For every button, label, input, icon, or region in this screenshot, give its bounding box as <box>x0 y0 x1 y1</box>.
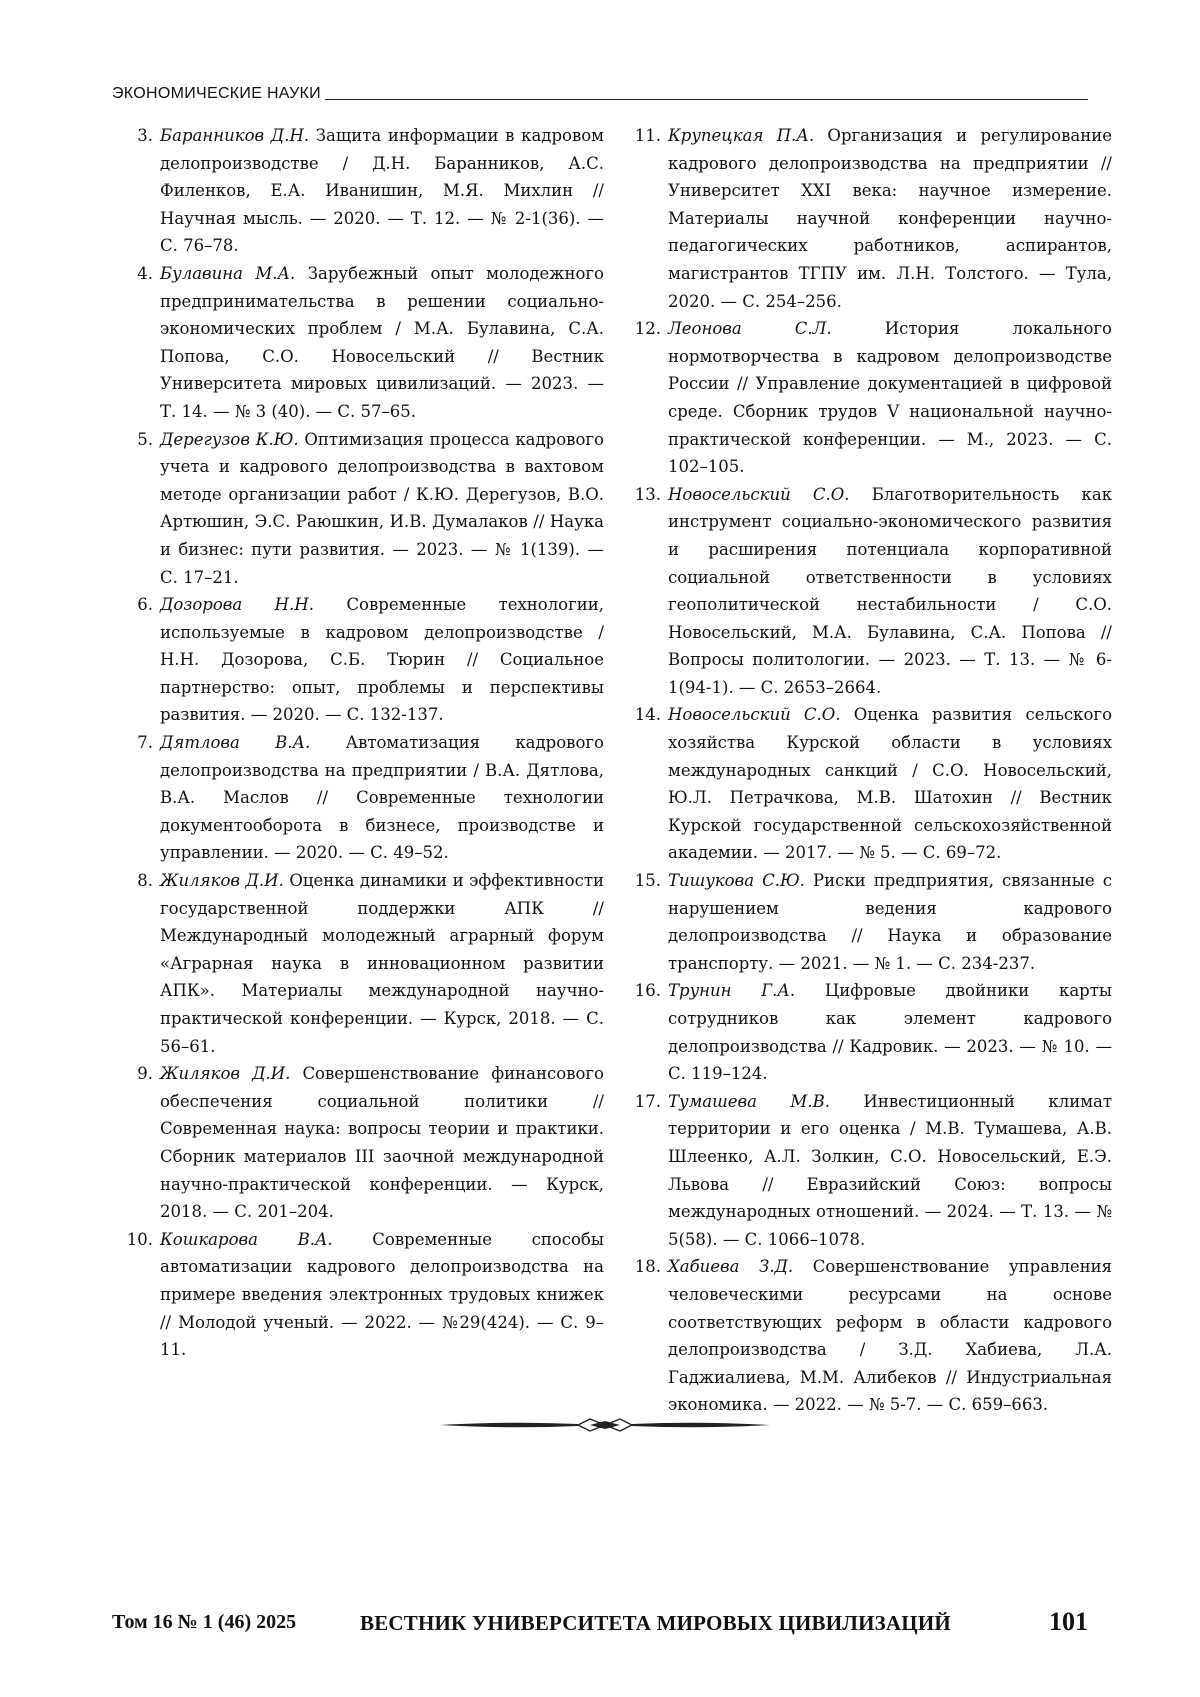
reference-body: Современные способы автоматизации кадрового делопроизводства на примере введения электронных трудовых книжек // Молодой ученый. — 2022. — №29(424). — С. 9–11. <box>160 1229 604 1360</box>
reference-author: Крупецкая П.А. <box>668 126 815 145</box>
reference-item <box>124 1060 604 1226</box>
reference-number: 15. <box>634 871 661 891</box>
reference-item <box>124 867 604 1060</box>
reference-text <box>160 1226 604 1364</box>
reference-item <box>632 122 1112 315</box>
reference-text <box>668 1088 1112 1254</box>
reference-text <box>668 122 1112 315</box>
reference-author: Леонова С.Л. <box>668 319 832 339</box>
issue-info: Том 16 № 1 (46) 2025 <box>112 1611 297 1633</box>
reference-item <box>124 122 604 260</box>
journal-title: ВЕСТНИК УНИВЕРСИТЕТА МИРОВЫХ ЦИВИЛИЗАЦИЙ <box>360 1611 951 1635</box>
reference-body: Оценка динамики и эффективности государственной поддержки АПК // Международный молодежный аграрный форум «Аграрная наука в инновационном развитии АПК». Материалы международной научно-практической конференции. — Курск, 2018. — С. 56–61. <box>160 871 604 1056</box>
reference-body: Риски предприятия, связанные с нарушением ведения кадрового делопроизводства // Наука и образование транспорту. — 2021. — № 1. — С. 234-237. <box>668 871 1112 973</box>
page-footer <box>112 1607 1088 1637</box>
reference-number: 3. <box>137 126 153 145</box>
reference-item <box>632 867 1112 977</box>
reference-item <box>632 1088 1112 1254</box>
reference-body: Автоматизация кадрового делопроизводства на предприятии / В.А. Дятлова, В.А. Маслов // Современные технологии документооборота в бизнесе, производстве и управлении. — 2020. — С. 49–52. <box>160 733 604 863</box>
reference-author: Жиляков Д.И. <box>160 1064 291 1084</box>
reference-text <box>668 701 1112 867</box>
reference-body: Цифровые двойники карты сотрудников как элемент кадрового делопроизводства // Кадровик. — 2023. — № 10. — С. 119–124. <box>668 981 1112 1084</box>
reference-text <box>668 315 1112 481</box>
reference-text <box>160 122 604 260</box>
reference-number: 16. <box>634 981 661 1001</box>
reference-body: Совершенствование управления человеческими ресурсами на основе соответствующих реформ в области кадрового делопроизводства / З.Д. Хабиева, Л.А. Гаджиалиева, М.М. Алибеков // Индустриальная экономика. — 2022. — № 5-7. — С. 659–663. <box>668 1257 1112 1415</box>
reference-author: Тишукова С.Ю. <box>668 871 805 891</box>
reference-text <box>668 1253 1112 1419</box>
reference-author: Жиляков Д.И. <box>160 871 284 891</box>
reference-author: Кошкарова В.А. <box>160 1229 333 1249</box>
reference-number: 17. <box>634 1091 661 1111</box>
reference-author: Дозорова Н.Н. <box>160 595 314 615</box>
reference-body: Совершенствование финансового обеспечения социальной политики // Современная наука: вопросы теории и практики. Сборник материалов III заочной международной научно-практической конференции. — Курск, 2018. — С. 201–204. <box>160 1064 604 1222</box>
reference-item <box>632 701 1112 867</box>
reference-body: Оптимизация процесса кадрового учета и кадрового делопроизводства в вахтовом методе организации работ / К.Ю. Дерегузов, В.О. Артюшин, Э.С. Раюшкин, И.В. Думалаков // Наука и бизнес: пути развития. — 2023. — № 1(139). — С. 17–21. <box>160 429 604 587</box>
reference-number: 8. <box>137 871 153 891</box>
reference-item <box>124 729 604 867</box>
reference-number: 6. <box>137 595 153 615</box>
reference-author: Дерегузов К.Ю. <box>160 429 299 449</box>
reference-body: Защита информации в кадровом делопроизводстве / Д.Н. Баранников, А.С. Филенков, Е.А. Иванишин, М.Я. Михлин // Научная мысль. — 2020. — Т. 12. — № 2-1(36). — С. 76–78. <box>160 126 604 256</box>
reference-text <box>668 481 1112 702</box>
running-header <box>112 80 1088 104</box>
reference-item <box>632 1253 1112 1419</box>
reference-item <box>632 977 1112 1087</box>
reference-item <box>632 315 1112 481</box>
reference-text <box>160 591 604 729</box>
header-rule <box>325 99 1088 100</box>
reference-body: Инвестиционный климат территории и его оценка / М.В. Тумашева, А.В. Шлеенко, А.Л. Золкин, С.О. Новосельский, Е.Э. Львова // Евразийский Союз: вопросы международных отношений. — 2024. — Т. 13. — № 5(58). — С. 1066–1078. <box>668 1091 1112 1249</box>
reference-author: Новосельский С.О. <box>668 705 841 725</box>
reference-item <box>124 260 604 426</box>
reference-body: Организация и регулирование кадрового делопроизводства на предприятии // Университет XXI века: научное измерение. Материалы научной конференции научно-педагогических работников, аспирантов, магистрантов ТГПУ им. Л.Н. Толстого. — Тула, 2020. — С. 254–256. <box>668 126 1112 311</box>
ornament-divider-icon <box>440 1415 770 1435</box>
reference-body: Оценка развития сельского хозяйства Курской области в условиях международных санкций / С.О. Новосельский, Ю.Л. Петрачкова, М.В. Шатохин // Вестник Курской государственной сельскохозяйственной академии. — 2017. — № 5. — С. 69–72. <box>668 705 1112 863</box>
reference-text <box>160 260 604 426</box>
reference-number: 4. <box>137 263 153 283</box>
reference-item <box>124 426 604 592</box>
reference-body: Современные технологии, используемые в кадровом делопроизводстве / Н.Н. Дозорова, С.Б. Тюрин // Социальное партнерство: опыт, проблемы и перспективы развития. — 2020. — С. 132-137. <box>160 595 605 725</box>
page-number: 101 <box>1049 1607 1088 1636</box>
reference-text <box>160 1060 604 1226</box>
reference-item <box>124 591 604 729</box>
reference-author: Булавина М.А. <box>160 263 296 283</box>
reference-text <box>668 977 1112 1087</box>
reference-author: Трунин Г.А. <box>668 981 796 1001</box>
reference-number: 13. <box>634 484 661 504</box>
reference-text <box>160 729 604 867</box>
reference-author: Баранников Д.Н. <box>160 126 310 145</box>
section-title: ЭКОНОМИЧЕСКИЕ НАУКИ <box>112 85 321 102</box>
reference-author: Тумашева М.В. <box>668 1091 830 1111</box>
reference-number: 14. <box>634 705 661 725</box>
reference-number: 5. <box>137 429 153 449</box>
reference-text <box>160 867 604 1060</box>
reference-body: Благотворительность как инструмент социально-экономического развития и расширения потенциала корпоративной социальной ответственности в условиях геополитической нестабильности / С.О. Новосельский, М.А. Булавина, С.А. Попова // Вопросы политологии. — 2023. — Т. 13. — № 6-1(94-1). — С. 2653–2664. <box>668 484 1113 697</box>
reference-number: 18. <box>634 1257 661 1277</box>
reference-body: История локального нормотворчества в кадровом делопроизводстве России // Управление документацией в цифровой среде. Сборник трудов V национальной научно-практической конференции. — М., 2023. — С. 102–105. <box>668 319 1112 477</box>
reference-number: 12. <box>634 319 661 339</box>
reference-number: 9. <box>137 1064 153 1084</box>
reference-item <box>124 1226 604 1364</box>
reference-author: Хабиева З.Д. <box>668 1257 794 1277</box>
references-right-column <box>632 122 1112 1419</box>
reference-number: 11. <box>634 126 661 145</box>
reference-number: 7. <box>137 733 153 753</box>
reference-item <box>632 481 1112 702</box>
references-left-column <box>124 122 604 1364</box>
reference-text <box>668 867 1112 977</box>
reference-body: Зарубежный опыт молодежного предпринимательства в решении социально-экономических проблем / М.А. Булавина, С.А. Попова, С.О. Новосельский // Вестник Университета мировых цивилизаций. — 2023. — Т. 14. — № 3 (40). — С. 57–65. <box>160 263 604 421</box>
reference-author: Дятлова В.А. <box>160 733 311 753</box>
reference-text <box>160 426 604 592</box>
reference-number: 10. <box>126 1229 153 1249</box>
reference-author: Новосельский С.О. <box>668 484 850 504</box>
